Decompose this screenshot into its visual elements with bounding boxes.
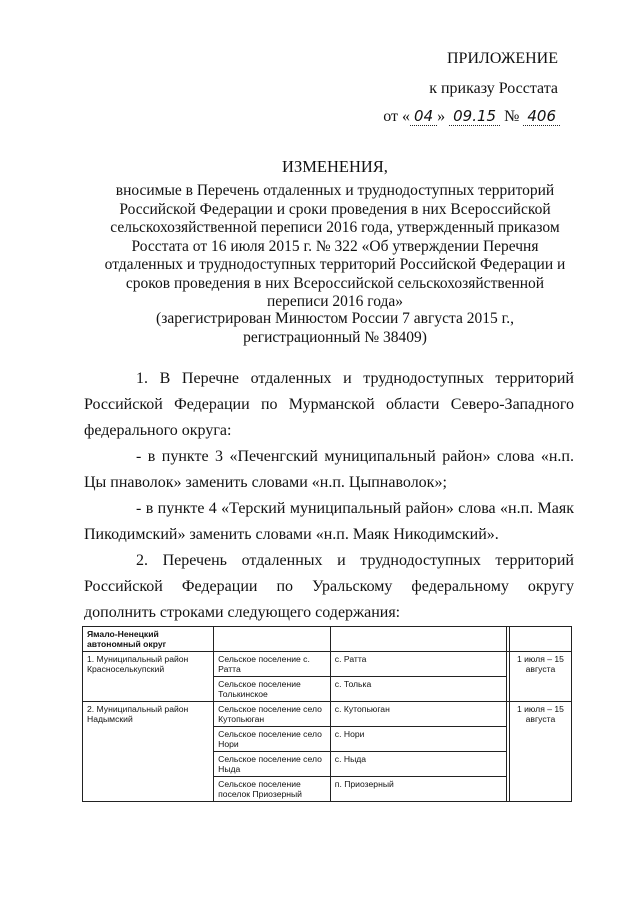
settlement-cell: Сельское поселение село Кутопьюган [214,702,331,727]
place-cell: п. Приозерный [330,777,506,802]
paragraph-2: 2. Перечень отдаленных и труднодоступных территорий Российской Федерации по Уральскому федеральному округу дополнить строками следующего содержания: [84,552,574,621]
period-cell: 1 июля – 15 августа [509,652,571,702]
period-cell: 1 июля – 15 августа [509,702,571,802]
table-cell [509,627,571,652]
settlement-cell: Сельское поселение Толькинское [214,677,331,702]
table-row [83,702,572,727]
settlement-cell: Сельское поселение село Ныда [214,752,331,777]
handwritten-month-year: 09.15 [449,107,500,126]
settlement-cell: Сельское поселение село Нори [214,727,331,752]
place-cell: с. Нори [330,727,506,752]
document-title: ИЗМЕНЕНИЯ, [282,157,388,176]
table-cell [214,627,331,652]
paragraph-1a: - в пункте 3 «Печенгский муниципальный район» слова «н.п. Цы пнаволок» заменить словами «н.п. Цыпнаволок»; [84,448,574,491]
date-prefix: от « [383,108,411,125]
registration-note: (зарегистрирован Минюстом России 7 августа 2015 г., регистрационный № 38409) [156,310,514,346]
table-cell [330,627,506,652]
territories-table [82,626,572,802]
settlement-cell: Сельское поселение поселок Приозерный [214,777,331,802]
table-row [83,627,572,652]
date-mid: » [437,108,450,125]
district-cell: 2. Муниципальный район Надымский [83,702,214,802]
place-cell: с. Кутопьюган [330,702,506,727]
appendix-heading: ПРИЛОЖЕНИЕ [446,50,558,67]
paragraph-1: 1. В Перечне отдаленных и труднодоступных территорий Российской Федерации по Мурманской области Северо-Западного федерального округа: [84,370,574,439]
handwritten-day: 04 [410,107,437,126]
settlement-cell: Сельское поселение с. Ратта [214,652,331,677]
order-reference: к приказу Росстата [429,80,558,97]
place-cell: с. Ныда [330,752,506,777]
document-subtitle: вносимые в Перечень отдаленных и труднодоступных территорий Российской Федерации и сроки проведения в них Всероссийской сельскохозяйственной переписи 2016 года, утвержденный приказом Росстата от 16 июля 2015 г. № 322 «Об утверждении Перечня отдаленных и труднодоступных территорий Российской Федерации и сроков проведения в них Всероссийской сельскохозяйственной переписи 2016 года» [104,182,566,310]
district-cell: 1. Муниципальный район Красноселькупский [83,652,214,702]
place-cell: с. Ратта [330,652,506,677]
place-cell: с. Толька [330,677,506,702]
order-date-line [383,107,560,126]
table-row [83,652,572,677]
handwritten-number: 406 [523,107,560,126]
region-cell: Ямало-Ненецкий автономный округ [83,627,214,652]
number-label: № [500,108,524,125]
paragraph-1b: - в пункте 4 «Терский муниципальный район» слова «н.п. Маяк Пикодимский» заменить словами «н.п. Маяк Никодимский». [84,500,574,543]
